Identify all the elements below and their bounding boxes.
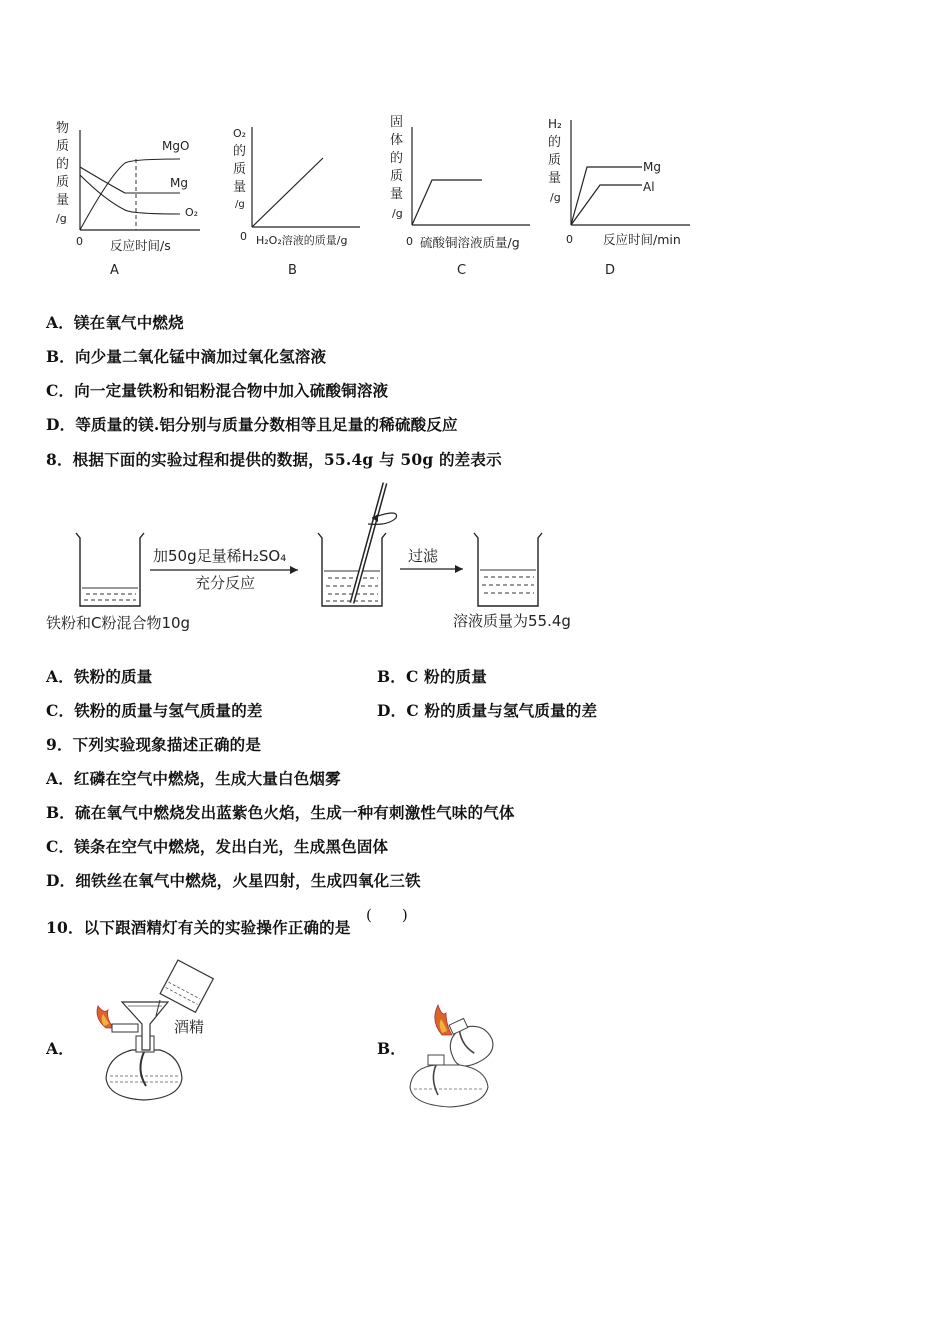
fig-c-line xyxy=(412,180,482,225)
q8-right-label: 溶液质量为55.4g xyxy=(453,612,571,630)
fig-a-ylabel-3: 质 xyxy=(56,175,70,190)
fig-b-caption: B xyxy=(288,263,297,278)
fig-d-ylabel-2: 质 xyxy=(548,153,562,168)
fig-b-ylabel-4: /g xyxy=(235,199,245,210)
fig-d-line-al xyxy=(571,185,642,225)
fig-c-ylabel-2: 的 xyxy=(390,151,404,166)
q10-option-a[interactable]: A． xyxy=(46,1039,74,1058)
fig-d-series-mg: Mg xyxy=(643,160,661,174)
q7-figure-row xyxy=(40,105,720,290)
q8-stem: 8．根据下面的实验过程和提供的数据，55.4g 与 50g 的差表示 xyxy=(46,450,502,469)
q7-option-d[interactable]: D．等质量的镁.铝分别与质量分数相等且足量的稀硫酸反应 xyxy=(46,415,458,434)
q9-option-d[interactable]: D．细铁丝在氧气中燃烧，火星四射，生成四氧化三铁 xyxy=(46,871,421,890)
fig-a-curve-o2 xyxy=(80,175,180,214)
q7-option-b[interactable]: B．向少量二氧化锰中滴加过氧化氢溶液 xyxy=(46,347,327,366)
fig-a-origin: 0 xyxy=(76,235,83,248)
fig-c-ylabel-5: /g xyxy=(392,207,403,220)
fig-b-origin: 0 xyxy=(240,230,247,243)
fig-b-line xyxy=(252,158,323,227)
fig-a-ylabel-2: 的 xyxy=(56,157,70,172)
fig-a-series-mgo: MgO xyxy=(162,139,190,153)
beaker-1 xyxy=(76,533,144,606)
beaker-2 xyxy=(318,483,397,606)
q10-option-b[interactable]: B． xyxy=(377,1039,407,1058)
figure-b xyxy=(233,127,360,278)
beaker-3 xyxy=(474,533,542,606)
fig-a-ylabel-4: 量 xyxy=(56,193,70,208)
fig-b-ylabel-2: 质 xyxy=(233,162,247,177)
q7-option-a[interactable]: A．镁在氧气中燃烧 xyxy=(46,313,184,332)
fig-c-ylabel-4: 量 xyxy=(390,187,404,202)
q8-option-d[interactable]: D．C 粉的质量与氢气质量的差 xyxy=(377,701,598,720)
fig-a-curve-mgo xyxy=(80,159,180,230)
fig-d-ylabel-1: 的 xyxy=(548,135,562,150)
fig-c-ylabel-0: 固 xyxy=(390,115,404,130)
q10-a-label: 酒精 xyxy=(174,1018,205,1036)
q8-option-c[interactable]: C．铁粉的质量与氢气质量的差 xyxy=(46,701,263,720)
fig-c-caption: C xyxy=(457,263,467,278)
fig-a-ylabel-0: 物 xyxy=(56,121,70,136)
fig-d-ylabel-3: 量 xyxy=(548,171,562,186)
fig-a-series-o2: O₂ xyxy=(185,206,199,219)
fig-d-origin: 0 xyxy=(566,233,573,246)
fig-c-origin: 0 xyxy=(406,235,413,248)
q8-option-a[interactable]: A．铁粉的质量 xyxy=(46,667,153,686)
figure-c xyxy=(390,115,530,278)
fig-d-caption: D xyxy=(605,263,616,278)
q10-image-b xyxy=(402,995,512,1110)
fig-a-caption: A xyxy=(110,263,119,278)
fig-c-xlabel: 硫酸铜溶液质量/g xyxy=(420,235,520,250)
fig-d-line-mg xyxy=(571,167,642,225)
q8-left-label: 铁粉和C粉混合物10g xyxy=(46,614,191,632)
q8-step2: 过滤 xyxy=(408,547,439,565)
fig-a-ylabel-1: 质 xyxy=(56,139,70,154)
fig-a-ylabel-5: /g xyxy=(56,212,67,225)
figure-d xyxy=(548,117,690,278)
fig-b-ylabel-1: 的 xyxy=(233,144,247,159)
q10-answer-bracket: ( ) xyxy=(366,906,408,924)
fig-a-series-mg: Mg xyxy=(170,176,188,190)
fig-b-ylabel-0: O₂ xyxy=(233,127,247,140)
q9-option-a[interactable]: A．红磷在空气中燃烧，生成大量白色烟雾 xyxy=(46,769,341,788)
fig-d-series-al: Al xyxy=(643,180,655,194)
q10-stem: 10．以下跟酒精灯有关的实验操作正确的是 xyxy=(46,918,351,937)
fig-b-xlabel: H₂O₂溶液的质量/g xyxy=(256,234,348,247)
figure-a xyxy=(56,120,200,278)
q7-option-c[interactable]: C．向一定量铁粉和铝粉混合物中加入硫酸铜溶液 xyxy=(46,381,389,400)
fig-d-xlabel: 反应时间/min xyxy=(603,232,681,247)
q9-option-c[interactable]: C．镁条在空气中燃烧，发出白光，生成黑色固体 xyxy=(46,837,389,856)
q8-option-b[interactable]: B．C 粉的质量 xyxy=(377,667,487,686)
fig-d-ylabel-4: /g xyxy=(550,191,561,204)
fig-c-ylabel-1: 体 xyxy=(390,133,404,148)
q8-step1-bottom: 充分反应 xyxy=(195,574,256,592)
q8-diagram xyxy=(40,478,600,638)
fig-d-ylabel-0: H₂ xyxy=(548,117,562,131)
fig-b-ylabel-3: 量 xyxy=(233,180,247,195)
q9-option-b[interactable]: B．硫在氧气中燃烧发出蓝紫色火焰，生成一种有刺激性气味的气体 xyxy=(46,803,515,822)
q8-step1-top: 加50g足量稀H₂SO₄ xyxy=(153,547,287,565)
q10-image-a xyxy=(76,958,246,1108)
fig-c-ylabel-3: 质 xyxy=(390,169,404,184)
fig-a-xlabel: 反应时间/s xyxy=(110,238,171,253)
q9-stem: 9．下列实验现象描述正确的是 xyxy=(46,735,262,754)
